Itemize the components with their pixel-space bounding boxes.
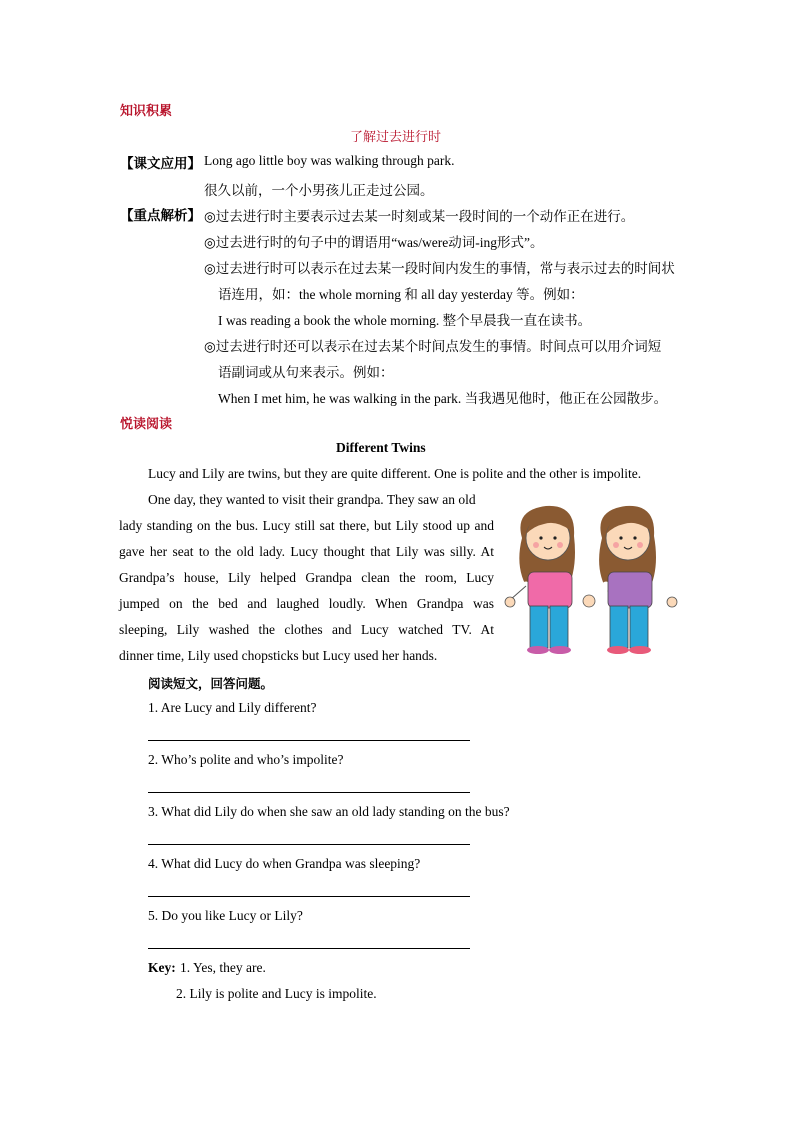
question: 5. Do you like Lucy or Lily? [148,908,303,923]
story-line: gave her seat to the old lady. Lucy thought that Lily was silly. At [119,544,494,559]
key-label: 【重点解析】 [120,208,201,223]
key-example: When I met him, he was walking in the park. 当我遇见他时，他正在公园散步。 [218,391,668,406]
answer-line[interactable] [148,896,470,897]
answer-key-item: 2. Lily is polite and Lucy is impolite. [176,986,377,1001]
app-example-en: Long ago little boy was walking through park. [204,153,455,168]
question: 1. Are Lucy and Lily different? [148,700,317,715]
question: 2. Who’s polite and who’s impolite? [148,752,344,767]
app-label: 【课文应用】 [120,156,201,171]
section-heading-knowledge: 知识积累 [120,104,173,119]
question: 3. What did Lily do when she saw an old lady standing on the bus? [148,804,510,819]
key-example: I was reading a book the whole morning. 整个早晨我一直在读书。 [218,313,592,328]
key-point: 语副词或从句来表示。例如： [218,365,394,380]
answer-line[interactable] [148,792,470,793]
story-line: Grandpa’s house, Lily helped Grandpa clean the room, Lucy [119,570,494,585]
key-point: 语连用，如：the whole morning 和 all day yesterday 等。例如： [218,287,584,302]
story-paragraph: Lucy and Lily are twins, but they are quite different. One is polite and the other is impolite. [148,466,642,481]
key-point: ◎过去进行时可以表示在过去某一段时间内发生的事情，常与表示过去的时间状 [204,261,675,276]
app-example-cn: 很久以前，一个小男孩儿正走过公园。 [204,183,434,198]
key-point: ◎过去进行时还可以表示在过去某个时间点发生的事情。时间点可以用介词短 [204,339,662,354]
story-title: Different Twins [336,440,426,455]
story-line: sleeping, Lily washed the clothes and Lucy watched TV. At [119,622,494,637]
twins-illustration [504,500,680,658]
answer-key-item: 1. Yes, they are. [180,960,266,975]
question: 4. What did Lucy do when Grandpa was sleeping? [148,856,421,871]
question-instruction: 阅读短文，回答问题。 [148,676,274,691]
story-line: jumped on the bed and laughed loudly. When Grandpa was [119,596,494,611]
key-point: ◎过去进行时主要表示过去某一时刻或某一段时间的一个动作正在进行。 [204,209,635,224]
answer-key-label: Key: [148,960,176,975]
answer-line[interactable] [148,844,470,845]
story-line: One day, they wanted to visit their grandpa. They saw an old [148,492,476,507]
answer-line[interactable] [148,740,470,741]
topic-title: 了解过去进行时 [350,130,442,145]
story-line: lady standing on the bus. Lucy still sat there, but Lily stood up and [119,518,494,533]
key-point: ◎过去进行时的句子中的谓语用“was/were动词-ing形式”。 [204,235,544,250]
story-line: dinner time, Lily used chopsticks but Lucy used her hands. [119,648,438,663]
answer-line[interactable] [148,948,470,949]
section-heading-reading: 悦读阅读 [120,417,173,432]
